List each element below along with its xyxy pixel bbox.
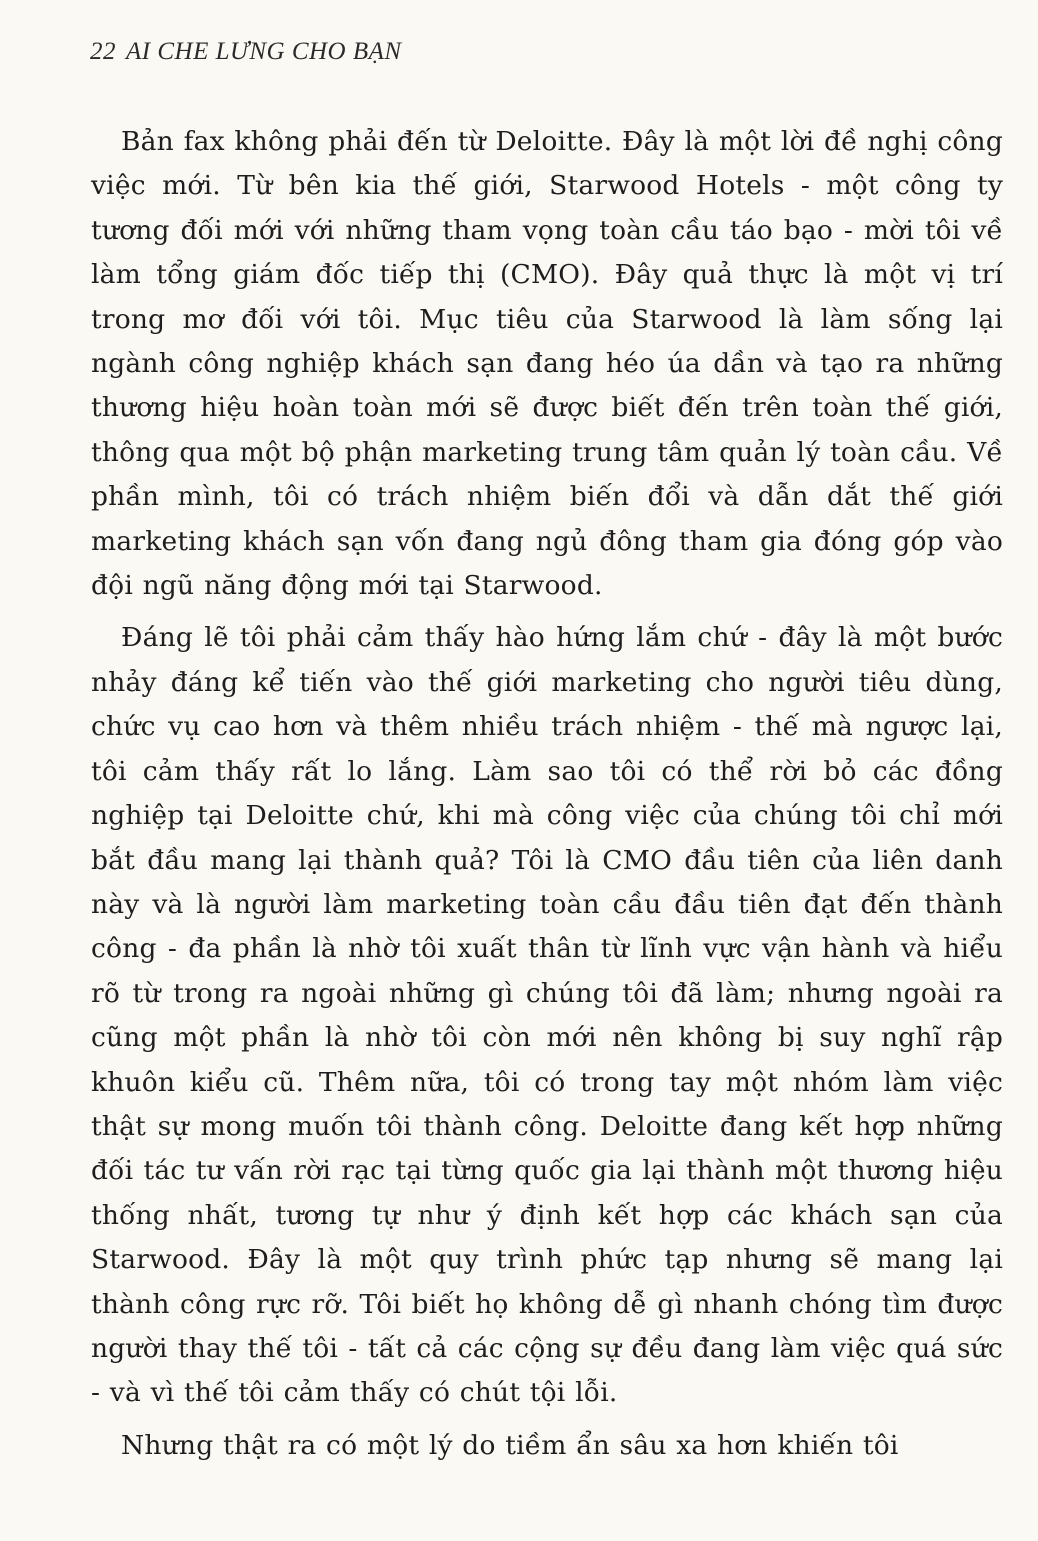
body-text	[91, 120, 1003, 1468]
paragraph: Nhưng thật ra có một lý do tiềm ẩn sâu xa hơn khiến tôi	[121, 1429, 899, 1461]
book-title: AI CHE LƯNG CHO BẠN	[126, 38, 402, 65]
page-number: 22	[90, 38, 116, 65]
running-header	[90, 38, 402, 66]
paragraph: Bản fax không phải đến từ Deloitte. Đây là một lời đề nghị công việc mới. Từ bên kia thế giới, Starwood Hotels - một công ty tương đối mới với những tham vọng toàn cầu táo bạo - mời tôi về làm tổng giám đốc tiếp thị (CMO). Đây quả thực là một vị trí trong mơ đối với tôi. Mục tiêu của Starwood là làm sống lại ngành công nghiệp khách sạn đang héo úa dần và tạo ra những thương hiệu hoàn toàn mới sẽ được biết đến trên toàn thế giới, thông qua một bộ phận marketing trung tâm quản lý toàn cầu. Về phần mình, tôi có trách nhiệm biến đổi và dẫn dắt thế giới marketing khách sạn vốn đang ngủ đông tham gia đóng góp vào đội ngũ năng động mới tại Starwood.	[91, 126, 1003, 602]
paragraph: Đáng lẽ tôi phải cảm thấy hào hứng lắm chứ - đây là một bước nhảy đáng kể tiến vào thế giới marketing cho người tiêu dùng, chức vụ cao hơn và thêm nhiều trách nhiệm - thế mà ngược lại, tôi cảm thấy rất lo lắng. Làm sao tôi có thể rời bỏ các đồng nghiệp tại Deloitte chứ, khi mà công việc của chúng tôi chỉ mới bắt đầu mang lại thành quả? Tôi là CMO đầu tiên của liên danh này và là người làm marketing toàn cầu đầu tiên đạt đến thành công - đa phần là nhờ tôi xuất thân từ lĩnh vực vận hành và hiểu rõ từ trong ra ngoài những gì chúng tôi đã làm; nhưng ngoài ra cũng một phần là nhờ tôi còn mới nên không bị suy nghĩ rập khuôn kiểu cũ. Thêm nữa, tôi có trong tay một nhóm làm việc thật sự mong muốn tôi thành công. Deloitte đang kết hợp những đối tác tư vấn rời rạc tại từng quốc gia lại thành một thương hiệu thống nhất, tương tự như ý định kết hợp các khách sạn của Starwood. Đây là một quy trình phức tạp nhưng sẽ mang lại thành công rực rỡ. Tôi biết họ không dễ gì nhanh chóng tìm được người thay thế tôi - tất cả các cộng sự đều đang làm việc quá sức - và vì thế tôi cảm thấy có chút tội lỗi.	[91, 622, 1003, 1409]
